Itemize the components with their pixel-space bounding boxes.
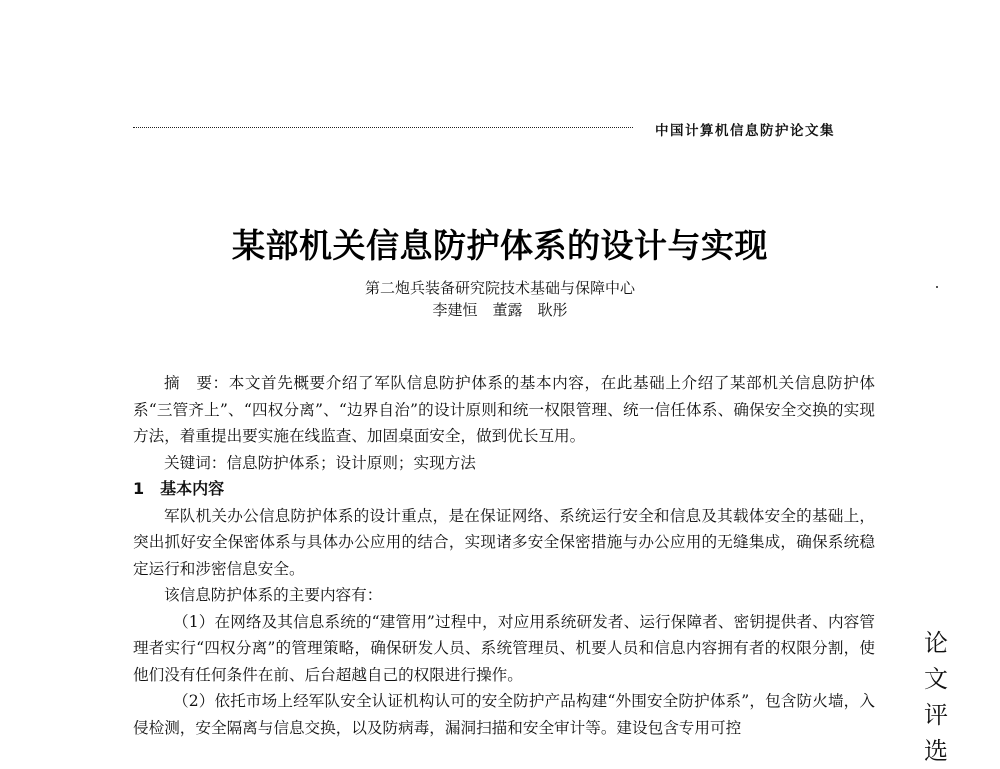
abstract-paragraph <box>133 370 875 450</box>
abstract-text: 本文首先概要介绍了军队信息防护体系的基本内容，在此基础上介绍了某部机关信息防护体系“三管齐上”、“四权分离”、“边界自治”的设计原则和统一权限管理、统一信任体系、确保安全交换的实现方法，着重提出要实施在线监查、加固桌面安全，做到优长互用。 <box>133 374 875 445</box>
header-dotted-rule <box>133 127 633 128</box>
author-names: 李建恒 董露 耿彤 <box>432 301 568 319</box>
author-affiliation: 第二炮兵装备研究院技术基础与保障中心 <box>364 279 635 297</box>
article-body <box>133 370 875 741</box>
body-paragraph: 军队机关办公信息防护体系的设计重点，是在保证网络、系统运行安全和信息及其载体安全的基础上，突出抓好安全保密体系与具体办公应用的结合，实现诸多安全保密措施与办公应用的无缝集成，确保系统稳定运行和涉密信息安全。 <box>133 506 875 578</box>
side-label <box>921 625 951 769</box>
body-paragraph: 该信息防护体系的主要内容有： <box>164 586 383 604</box>
keywords-paragraph <box>133 450 875 477</box>
side-label-char: 论 <box>924 629 948 657</box>
side-label-char: 文 <box>924 665 948 693</box>
section-heading: 1 基本内容 <box>133 479 225 498</box>
list-item: （1）在网络及其信息系统的“建管用”过程中，对应用系统研发者、运行保障者、密钥提供者、内容管理者实行“四权分离”的管理策略，确保研发人员、系统管理员、机要人员和信息内容拥有者的权限分割，使他们没有任何条件在前、后台超越自己的权限进行操作。 <box>133 612 875 684</box>
list-item: （2）依托市场上经军队安全认证机构认可的安全防护产品构建“外围安全防护体系”，包含防火墙，入侵检测，安全隔离与信息交换，以及防病毒，漏洞扫描和安全审计等。建设包含专用可控 <box>133 692 875 737</box>
paper-title: 某部机关信息防护体系的设计与实现 <box>232 226 768 265</box>
abstract-label: 摘 要： <box>164 374 229 392</box>
scan-artifact-dot <box>936 286 938 288</box>
keywords-label: 关键词： <box>164 453 227 472</box>
journal-name: 中国计算机信息防护论文集 <box>655 123 835 139</box>
side-label-char: 选 <box>924 737 948 765</box>
side-label-char: 评 <box>924 701 948 729</box>
keywords-text: 信息防护体系；设计原则；实现方法 <box>226 453 476 472</box>
